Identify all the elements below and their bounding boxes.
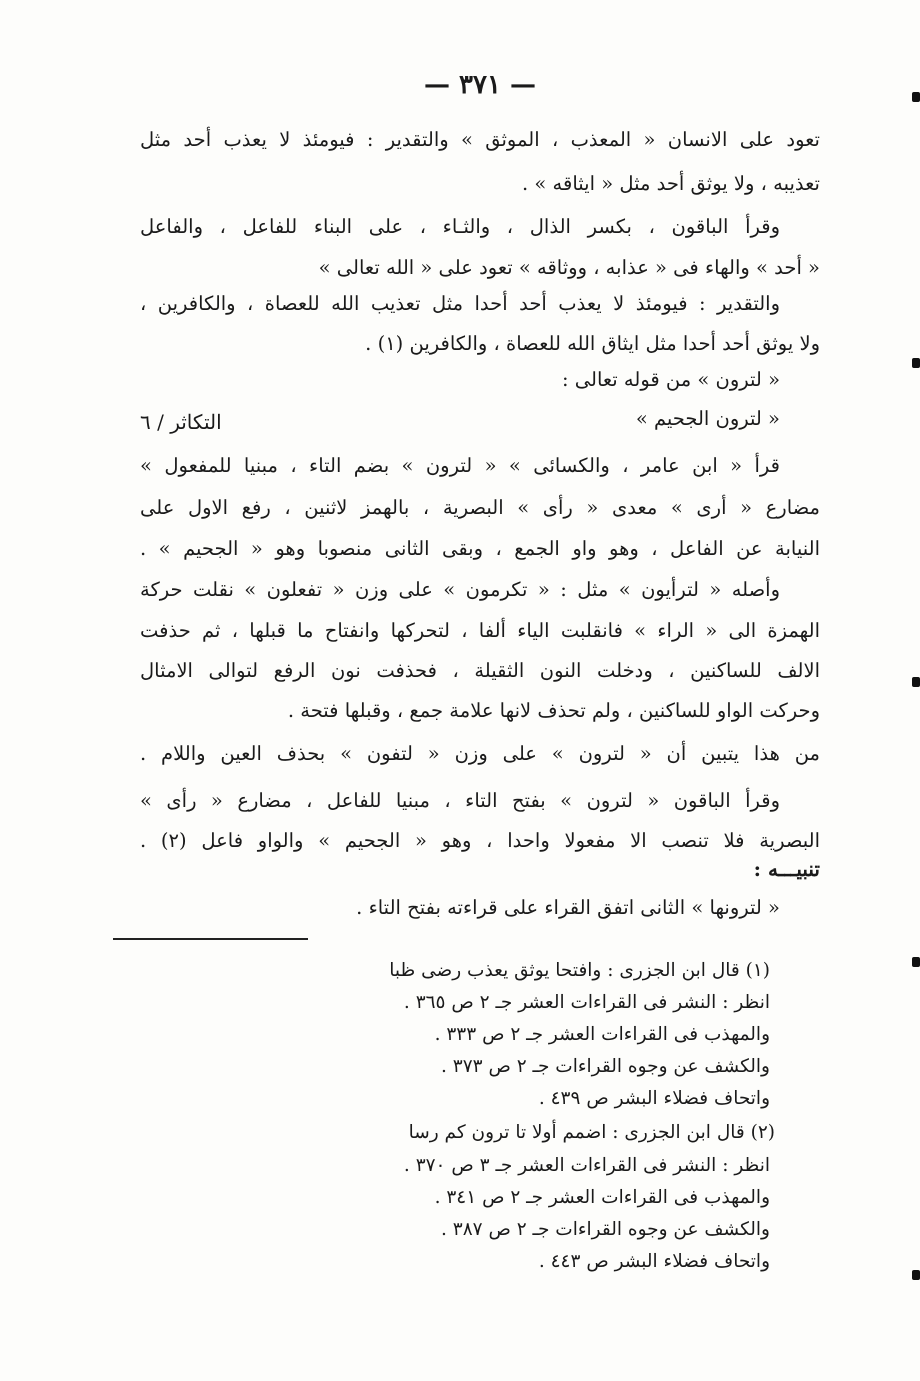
footnote-line: انظر : النشر فى القراءات العشر جـ ٢ ص ٣٦٥ .: [403, 992, 770, 1013]
scan-margin-mark: [912, 358, 920, 368]
footnote-line: (٢) قال ابن الجزرى : اضمم أولا تا ترون كم رسا: [408, 1122, 775, 1143]
verse-quote: « لترون الجحيم »: [635, 407, 780, 430]
text-line: « لترون » من قوله تعالى :: [562, 368, 780, 391]
footnote-line: واتحاف فضلاء البشر ص ٤٤٣ .: [538, 1251, 770, 1272]
text-line: من هذا يتبين أن « لترون » على وزن « لتفون » بحذف العين واللام .: [140, 742, 820, 765]
text-line: قرأ « ابن عامر ، والكسائى » « لترون » بضم التاء ، مبنيا للمفعول »: [140, 454, 780, 477]
text-line: وقرأ الباقون ، بكسر الذال ، والثـاء ، على البناء للفاعل ، والفاعل: [140, 215, 780, 238]
footnote-line: انظر : النشر فى القراءات العشر جـ ٣ ص ٣٧٠ .: [403, 1155, 770, 1176]
text-line: الهمزة الى « الراء » فانقلبت الياء ألفا ، لتحركها وانفتاح ما قبلها ، ثم حذفت: [140, 619, 820, 642]
text-line: وحركت الواو للساكنين ، ولم تحذف لانها علامة جمع ، وقبلها فتحة .: [287, 699, 820, 722]
verse-reference: التكاثر / ٦: [140, 410, 222, 434]
scan-margin-mark: [912, 92, 920, 102]
scan-margin-mark: [912, 677, 920, 687]
footnote-line: والكشف عن وجوه القراءات جـ ٢ ص ٣٧٣ .: [441, 1056, 770, 1077]
text-line: الالف للساكنين ، ودخلت النون الثقيلة ، فحذفت نون الرفع لتوالى الامثال: [140, 659, 820, 682]
scan-margin-mark: [912, 957, 920, 967]
text-line: النيابة عن الفاعل ، وهو واو الجمع ، وبقى الثانى منصوبا وهو « الجحيم » .: [140, 537, 820, 560]
section-heading: تنبيـــه :: [753, 857, 820, 881]
page-number: — ٣٧١ —: [423, 70, 537, 100]
footnote-line: والكشف عن وجوه القراءات جـ ٢ ص ٣٨٧ .: [441, 1219, 770, 1240]
footnote-line: والمهذب فى القراءات العشر جـ ٢ ص ٣٤١ .: [434, 1187, 770, 1208]
text-line: مضارع « أرى » معدى « رأى » البصرية ، بالهمز لاثنين ، رفع الاول على: [140, 496, 820, 519]
text-line: والتقدير : فيومئذ لا يعذب أحد أحدا مثل تعذيب الله للعصاة ، والكافرين ،: [140, 292, 780, 315]
text-line: تعذيبه ، ولا يوثق أحد مثل « ايثاقه » .: [522, 172, 820, 195]
text-line: تعود على الانسان « المعذب ، الموثق » والتقدير : فيومئذ لا يعذب أحد مثل: [140, 128, 820, 151]
footnote-line: (١) قال ابن الجزرى : وافتحا يوثق يعذب رضى ظبا: [389, 960, 770, 981]
text-line: ولا يوثق أحد أحدا مثل ايثاق الله للعصاة ، والكافرين (١) .: [365, 332, 820, 355]
text-line: « لترونها » الثانى اتفق القراء على قراءته بفتح التاء .: [356, 896, 780, 919]
text-line: وأصله « لترأيون » مثل : « تكرمون » على وزن « تفعلون » نقلت حركة: [140, 578, 780, 601]
text-line: « أحد » والهاء فى « عذابه ، ووثاقه » تعود على « الله تعالى »: [318, 256, 820, 279]
footnote-line: والمهذب فى القراءات العشر جـ ٢ ص ٣٣٣ .: [434, 1024, 770, 1045]
scan-margin-mark: [912, 1270, 920, 1280]
footnote-divider: [113, 938, 308, 940]
footnote-line: واتحاف فضلاء البشر ص ٤٣٩ .: [538, 1088, 770, 1109]
text-line: البصرية فلا تنصب الا مفعولا واحدا ، وهو « الجحيم » والواو فاعل (٢) .: [140, 829, 820, 852]
text-line: وقرأ الباقون « لترون » بفتح التاء ، مبنيا للفاعل ، مضارع « رأى »: [140, 789, 780, 812]
